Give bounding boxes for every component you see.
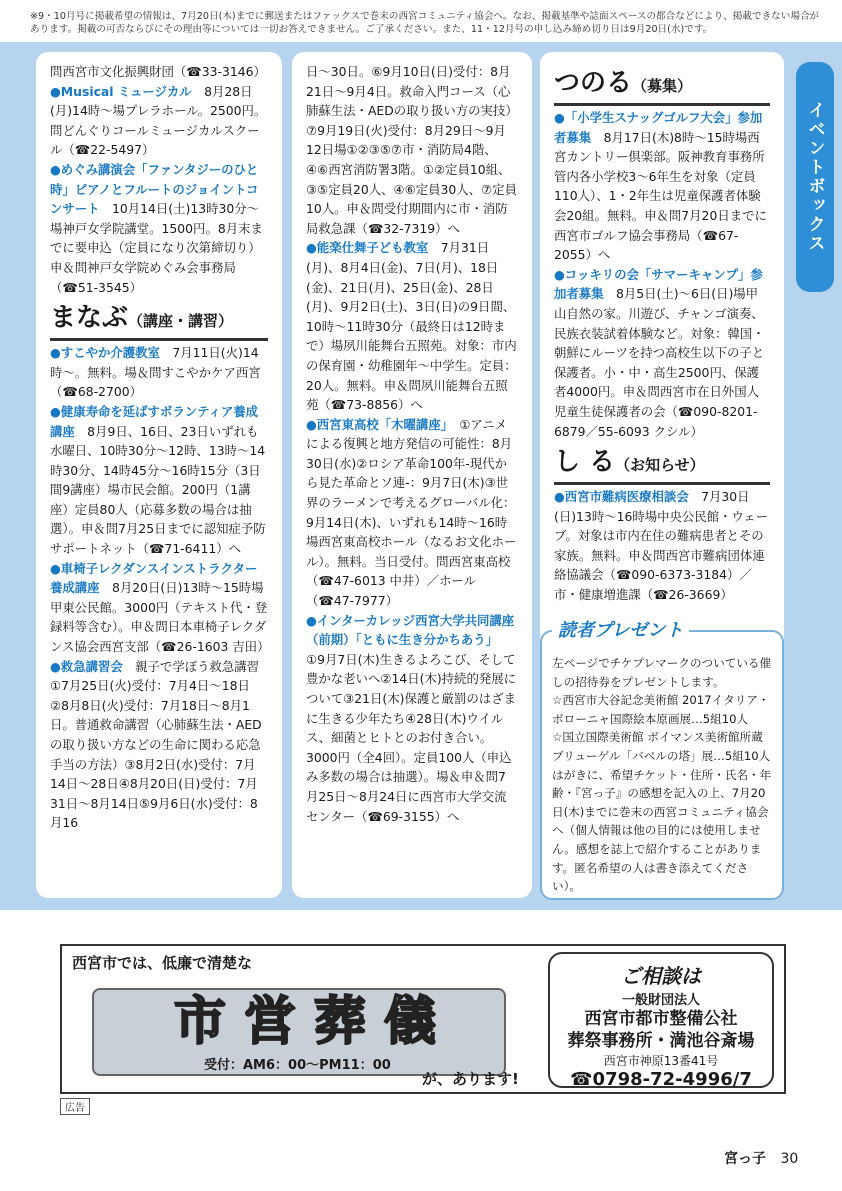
magazine-name: 宮っ子 — [724, 1151, 766, 1167]
event-title: ●Musical ミュージカル — [50, 83, 192, 99]
ad-hours: 受付：AM6：00～PM11：00 — [204, 1058, 391, 1073]
event-title: ●救急講習会 — [50, 658, 123, 674]
ad-tail: が、あります! — [422, 1070, 519, 1088]
page-number: 30 — [780, 1151, 799, 1167]
footer — [724, 1148, 798, 1168]
event-body: 7月31日(月)、8月4日(金)、7日(月)、18日(金)、21日(月)、25日(金)、28日(月)、9月2日(土)、3日(日)の9日間、10時～11時30分（最終日は12時まで）場夙川能舞台五照苑。対象：市内の保育園・幼稚園年～中学生。定員：20人。無料。申＆問夙川能舞台五照苑（☎73-8856）へ — [306, 240, 517, 413]
event-title: ●車椅子レクダンスインストラクター養成講座 — [50, 560, 258, 596]
org-office: 葬祭事務所・満池谷斎場 — [567, 1031, 755, 1051]
event-item — [50, 62, 268, 82]
reader-present-box — [540, 630, 784, 900]
event-title: ●「小学生スナッグゴルフ大会」参加者募集 — [554, 110, 763, 145]
event-title: ●コッキリの会「サマーキャンプ」参加者募集 — [554, 266, 763, 302]
ad-label: 広告 — [60, 1098, 90, 1115]
event-body: 8月20日(日)13時～15時場甲東公民館。3000円（テキスト代・登録料等含む）。申＆問日本車椅子レクダンス協会西宮支部（☎26-1603 吉田） — [50, 580, 270, 655]
event-item — [50, 343, 268, 402]
present-line: 左ページでチケプレマークのついている催しの招待券をプレゼントします。 — [552, 656, 772, 689]
event-item — [554, 265, 770, 441]
event-item — [306, 238, 518, 414]
event-body: 問西宮市文化振興財団（☎33-3146） — [50, 64, 266, 79]
event-body: 日～30日。⑥9月10日(日)受付：8月21日～9月4日。救命入門コース（心肺蘇生法・AEDの取り扱い方の実技）⑦9月19日(火)受付：8月29日～9月12日場①②③⑤⑦市・消防局4階、④⑥西宮消防署3階。①②定員10組、③⑤定員20人、④⑥定員30人、⑦定員10人。申＆問受付期間内に市・消防局救急課（☎32-7319）へ — [306, 64, 518, 236]
column-3 — [540, 52, 784, 662]
event-title: ●西宮市難病医療相談会 — [554, 489, 689, 505]
event-item — [306, 611, 518, 827]
event-body: 親子で学ぼう救急講習 ①7月25日(火)受付：7月4日～18日②8月8日(火)受付：7月18日～8月1日。普通救命講習（心肺蘇生法・AEDの取り扱い方などの生命に関わる応急手当の方法）③8月2日(水)受付：7月14日～28日④8月20日(日)受付：7月31日～8月14日⑤9月6日(水)受付：8月16 — [50, 658, 262, 831]
consult-heading: ご相談は — [621, 964, 701, 988]
ad-lead: 西宮市では、低廉で清楚な — [72, 954, 253, 972]
present-line: ☆西宮市大谷記念美術館 2017イタリア・ボローニャ国際絵本原画展…5組10人 — [552, 693, 770, 726]
event-title: ●すこやか介護教室 — [50, 345, 160, 361]
advertisement — [60, 944, 786, 1094]
org-type: 一般財団法人 — [621, 993, 700, 1008]
event-item — [554, 487, 770, 605]
event-item — [306, 415, 518, 611]
column-1 — [36, 52, 282, 898]
event-item — [50, 402, 268, 559]
event-item — [50, 82, 268, 160]
event-body: 8月28日(月)14時～場プレラホール。2500円。問どんぐりコールミュージカルスクール（☎22-5497） — [50, 83, 267, 158]
present-line: ☆国立国際美術館 ボイマンス美術館所蔵 ブリューゲル「バベルの塔」展…5組10人 — [552, 730, 771, 763]
section-heading-manabu: まなぶ（講座・講習） — [50, 301, 268, 341]
event-item — [554, 108, 770, 265]
ad-scroll-banner — [92, 988, 506, 1076]
event-title: ●インターカレッジ西宮大学共同講座（前期）「ともに生き分かちあう」 — [306, 612, 515, 648]
event-item — [306, 62, 518, 238]
section-heading-tsunoru: つのる（募集） — [554, 66, 770, 106]
event-item — [50, 160, 268, 297]
event-item — [50, 657, 268, 833]
event-title: ●健康寿命を延ばすボランティア養成講座 — [50, 403, 259, 439]
section-heading-shiru: し る（お知らせ） — [554, 445, 770, 485]
event-title: ●めぐみ講演会「ファンタジーのひと時」ピアノとフルートのジョイントコンサート — [50, 161, 259, 217]
org-address: 西宮市神原13番41号 — [603, 1054, 719, 1068]
present-line: はがきに、希望チケット・住所・氏名・年齢・『宮っ子』の感想を記入の上、7月20日(木)までに巻末の西宮コミュニティ協会へ（個人情報は他の目的には使用しません。感想を誌上で紹介することがあります。匿名希望の人は書き添えてください）。 — [552, 767, 772, 894]
event-title: ●能楽仕舞子ども教室 — [306, 240, 429, 256]
section-tab: イベントボックス — [796, 62, 834, 292]
event-body: ①アニメによる復興と地方発信の可能性：8月30日(水)②ロシア革命100年-現代から見た革命とソ連-：9月7日(木)③世界のラーメンで考えるグローバル化：9月14日(木)、いずれも14時～16時場西宮東高校ホール（なるお文化ホール）。無料。当日受付。問西宮東高校（☎47-6013 中井）／ホール（☎47-7977） — [306, 416, 517, 609]
column-2 — [292, 52, 532, 898]
event-title: ●西宮東高校「木曜講座」 — [306, 416, 447, 432]
event-body: ①9月7日(木)生きるよろこび、そして豊かな老いへ②14日(木)持続的発展について③21日(木)保護と厳罰のはざまに生きる少年たち④28日(木)ウイルス、細菌とヒトとのお付き合い。3000円（全4回）。定員100人（申込み多数の場合は抽選）。場＆申＆問7月25日～8月24日に西宮市大学交流センター（☎69-3155）へ — [306, 651, 517, 824]
event-item — [50, 559, 268, 657]
event-body: 8月5日(土)～6日(日)場甲山自然の家。川遊び、チャンゴ演奏、民族衣装試着体験など。対象：韓国・朝鮮にルーツを持つ高校生以下の子と保護者。小・中・高生2500円、保護者4000円。申＆問西宮市在日外国人児童生徒保護者の会（☎090-8201-6879／55-6093 クシル） — [554, 286, 765, 439]
event-body: 8月17日(木)8時～15時場西宮カントリー倶楽部。阪神教育事務所管内各小学校3～6年生を対象（定員110人）、1・2年生は児童保護者体験会20組。無料。申＆問7月20日までに西宮市ゴルフ協会事務局（☎67-2055）へ — [554, 129, 767, 263]
event-body: 8月9日、16日、23日いずれも水曜日、10時30分～12時、13時～14時30分、14時45分～16時15分（3日間9講座）場市民会館。200円（1講座）定員80人（応募多数の場合は抽選）。申＆問7月25日までに認知症予防サポートネット（☎71-6411）へ — [50, 423, 266, 557]
notice: ※9・10月号に掲載希望の情報は、7月20日(木)までに郵送またはファックスで巻末の西宮コミュニティ協会へ。なお、掲載基準や誌面スペースの都合などにより、掲載できない場合があります。掲載の可否ならびにその理由等については一切お答えできません。ご了承ください。また、11・12月号の申し込み締め切り日は9月20日(水)です。 — [30, 11, 820, 35]
event-body: 10月14日(土)13時30分～場神戸女学院講堂。1500円。8月末までに要申込（定員になり次第締切り）申＆問神戸女学院めぐみ会事務局（☎51-3545） — [50, 201, 263, 295]
org-name: 西宮市都市整備公社 — [584, 1009, 738, 1029]
present-title: 読者プレゼント — [552, 616, 689, 642]
org-phone: ☎0798-72-4996/7 — [570, 1069, 752, 1090]
consult-box — [548, 952, 774, 1088]
ad-headline: 市営葬儀 — [173, 991, 454, 1052]
event-body: 7月11日(火)14時～。無料。場＆問すこやかケア西宮（☎68-2700） — [50, 345, 261, 400]
event-body: 7月30日(日)13時～16時場中央公民館・ウェーブ。対象は市内在住の難病患者とその家族。無料。申＆問西宮市難病団体連絡協議会（☎090-6373-3184）／市・健康増進課（☎26-3669） — [554, 489, 769, 603]
